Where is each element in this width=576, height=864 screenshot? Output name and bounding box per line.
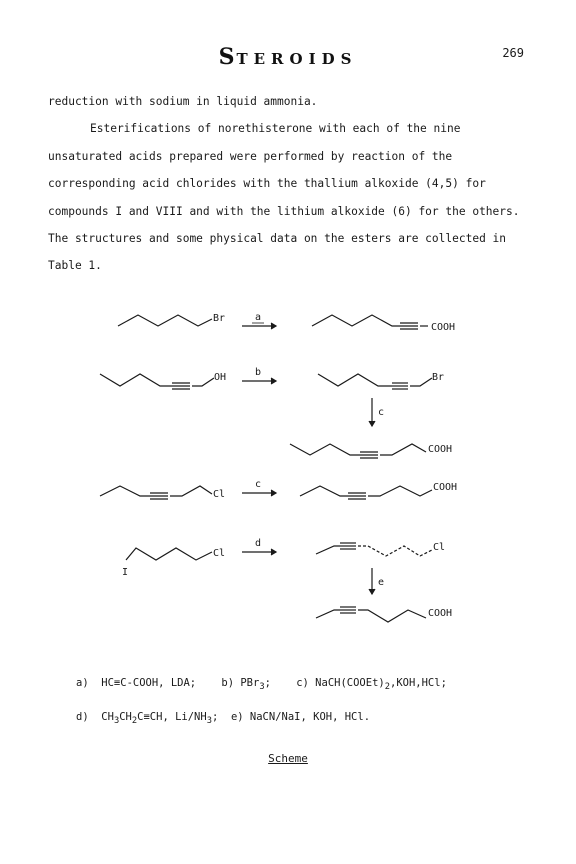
arrowhead [271,549,276,555]
bond-chain [100,486,150,496]
row-1 [118,312,455,333]
running-header [0,44,576,70]
subscript: 2 [384,682,390,693]
bond-chain [358,546,432,556]
chloro-label: Cl [433,542,446,553]
reagents-e: ; e) NaCN/NaI, KOH, HCl. [211,711,371,724]
triple-bond [400,323,418,329]
bond-chain [358,610,426,622]
header-rest: TEROIDS [236,50,358,68]
carboxyl-label: COOH [428,444,453,455]
subscript: 3 [206,716,212,727]
reagent-label-b: b [255,367,262,378]
bond-chain [380,444,426,455]
arrowhead [369,589,375,594]
bond-chain [170,486,212,496]
reaction-scheme [0,290,576,660]
carboxyl-label: COOH [428,608,453,619]
page-number: 269 [502,46,524,60]
bromo-label: Br [432,372,445,383]
bromo-label: Br [213,313,226,324]
triple-bond [150,493,168,499]
bond [192,378,214,386]
reagent-label-c2: c [255,479,262,490]
reagents-d: d) CH [76,711,114,724]
scheme-caption: Scheme [268,752,308,765]
arrowhead [271,378,276,384]
triple-bond [392,383,408,389]
subscript: 3 [113,716,120,727]
carboxyl-label: COOH [433,482,458,493]
row-2 [100,367,452,458]
reagent-legend [76,668,447,736]
reagent-line-2 [76,702,447,736]
subscript: 2 [131,716,138,727]
row-4 [122,538,452,622]
bond [410,378,432,386]
chloro-label: Cl [213,489,226,500]
reagent-label-c: c [378,407,385,418]
bond [316,610,340,618]
row-3 [100,479,457,500]
reagents-d-mid2: C≡CH, Li/NH [137,711,207,724]
bond-chain [126,548,212,560]
reagents-a-b: a) HC≡C-COOH, LDA; b) PBr [76,677,260,689]
bond-chain [312,315,400,326]
reagents-c-tail: ,KOH,HCl; [390,677,447,689]
bond-chain [100,374,172,386]
arrowhead [271,490,276,496]
bond-chain [300,486,348,496]
triple-bond [360,452,378,458]
body-text [48,88,536,280]
arrowhead [369,421,375,426]
reagents-c: ; c) NaCH(COOEt) [264,677,385,689]
triple-bond [348,493,366,499]
carboxyl-label: COOH [431,322,456,333]
header-initial: S [218,44,237,70]
subscript: 3 [259,682,265,693]
reagent-label-e: e [378,577,385,588]
triple-bond [340,543,356,549]
triple-bond [340,607,356,613]
arrowhead [271,323,276,329]
paragraph-2: Esterifications of norethisterone with each of the nine unsaturated acids prepared were performed by reaction of the corresponding acid chlorides with the thallium alkoxide (4,5) for compounds I and VIII and with the lithium alkoxide (6) for the others. The structures and some physical data on the esters are collected in Table 1. [48,122,520,273]
paragraph-1: reduction with sodium in liquid ammonia. [48,95,318,108]
triple-bond [172,383,190,389]
bond-chain [318,374,392,386]
bond-chain [368,486,432,496]
reagent-line-1 [76,668,447,702]
chloro-label: Cl [213,548,226,559]
reagents-d-mid: CH [119,711,132,724]
bond [316,546,340,554]
bond-chain [290,444,360,455]
iodo-label: I [122,567,129,578]
hydroxyl-label: OH [214,372,227,383]
reagent-label-a: a [255,312,262,323]
reagent-label-d: d [255,538,262,549]
bond-chain [118,315,212,326]
